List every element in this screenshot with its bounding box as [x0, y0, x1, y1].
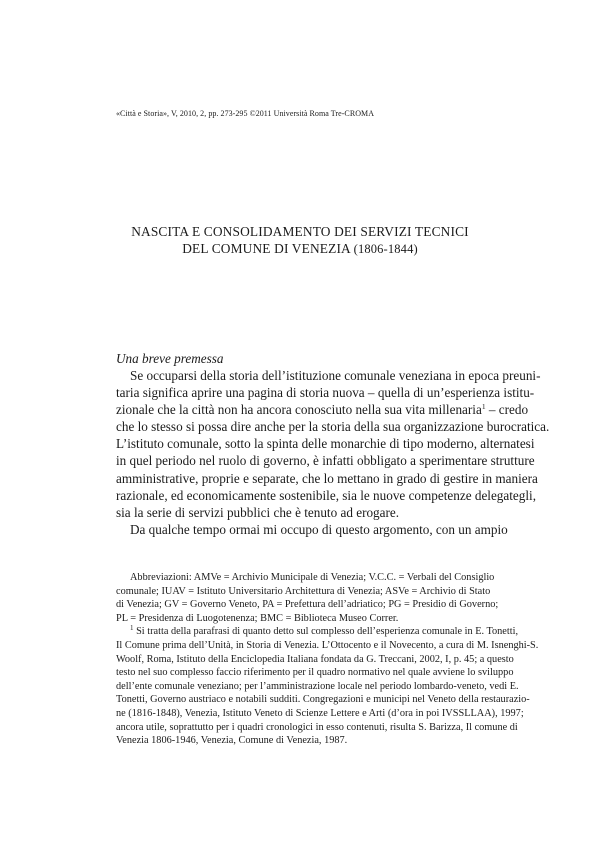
footnotes: [116, 571, 539, 748]
body-line: Se occuparsi della storia dell’istituzione comunale veneziana in epoca preuni-: [130, 368, 541, 383]
body-line: in quel periodo nel ruolo di governo, è infatti obbligato a sperimentare strutture: [116, 453, 535, 469]
footnote-line: Tonetti, Governo austriaco e notabili sudditi. Congregazioni e municipi nel Veneto della restaurazio-: [116, 694, 530, 706]
abbreviations-note: [116, 571, 499, 625]
title-years: (1806-1844): [353, 242, 418, 256]
title-line-2: [100, 240, 500, 258]
article-title: [100, 223, 500, 258]
body-line: taria significa aprire una pagina di storia nuova – quella di un’esperienza istitu-: [116, 385, 535, 401]
body-line: che lo stesso si possa dire anche per la storia della sua organizzazione burocratica.: [116, 419, 550, 435]
footnote-1: [116, 624, 539, 747]
footnote-line: comunale; IUAV = Istituto Universitario Architettura di Venezia; ASVe = Archivio di Stato: [116, 585, 491, 597]
title-line-1: NASCITA E CONSOLIDAMENTO DEI SERVIZI TECNICI: [131, 224, 469, 239]
footnote-number: 1: [130, 624, 134, 633]
footnote-line: Woolf, Roma, Istituto della Enciclopedia Italiana fondata da G. Treccani, 2002, I, p. 45; a questo: [116, 653, 514, 665]
footnote-line: dell’ente comunale veneziano; per l’amministrazione locale nel periodo lombardo-veneto, vedi E.: [116, 680, 519, 692]
footnote-line: Il Comune prima dell’Unità, in Storia di Venezia. L’Ottocento e il Novecento, a cura di M. Isnenghi-S.: [116, 639, 539, 651]
footnote-line: [116, 624, 519, 639]
footnote-line: ancora utile, soprattutto per i quadri cronologici in esso contenuti, risulta S. Barizza, Il comune di: [116, 721, 518, 733]
section-heading: Una breve premessa: [116, 351, 224, 366]
body-line: Da qualche tempo ormai mi occupo di questo argomento, con un ampio: [130, 521, 508, 537]
footnote-line: di Venezia; GV = Governo Veneto, PA = Prefettura dell’adriatico; PG = Presidio di Governo;: [116, 599, 499, 611]
footnote-line: PL = Presidenza di Luogotenenza; BMC = Biblioteca Museo Correr.: [116, 612, 399, 624]
footnote-line: Venezia 1806-1946, Venezia, Comune di Venezia, 1987.: [116, 735, 348, 747]
title-line-2-main: DEL COMUNE DI VENEZIA: [182, 241, 351, 256]
footnote-line: Abbreviazioni: AMVe = Archivio Municipale di Venezia; V.C.C. = Verbali del Consiglio: [130, 572, 495, 583]
body-line: razionale, ed economicamente sostenibile, sia le nuove competenze delegategli,: [116, 487, 536, 503]
body-line-text: – credo: [485, 402, 529, 418]
body-line: sia la serie di servizi pubblici che è tenuto ad erogare.: [116, 504, 400, 520]
footnote-line: testo nel suo complesso faccio riferimento per il quadro normativo nel quale avviene lo sviluppo: [116, 667, 514, 679]
body-text: [116, 367, 550, 538]
running-header-citation: «Città e Storia», V, 2010, 2, pp. 273-295 ©2011 Università Roma Tre-CROMA: [116, 109, 375, 118]
footnote-reference-1[interactable]: 1: [481, 402, 486, 412]
footnote-line: ne (1816-1848), Venezia, Istituto Veneto di Scienze Lettere e Arti (d’ora in poi IVSSLLAA), 1997;: [116, 707, 524, 719]
body-line-text: zionale che la città non ha ancora conosciuto nella sua vita millenaria: [116, 402, 482, 418]
footnote-line-text: Si tratta della parafrasi di quanto detto sul complesso dell’esperienza comunale in E. Tonetti,: [133, 626, 519, 638]
paragraph-1: [116, 367, 550, 521]
body-line: amministrative, proprie e separate, che lo mettano in grado di gestire in maniera: [116, 470, 538, 486]
body-line: [116, 401, 529, 418]
body-line: L’istituto comunale, sotto la spinta delle monarchie di tipo moderno, alternatesi: [116, 436, 535, 452]
paragraph-2: [116, 521, 508, 538]
